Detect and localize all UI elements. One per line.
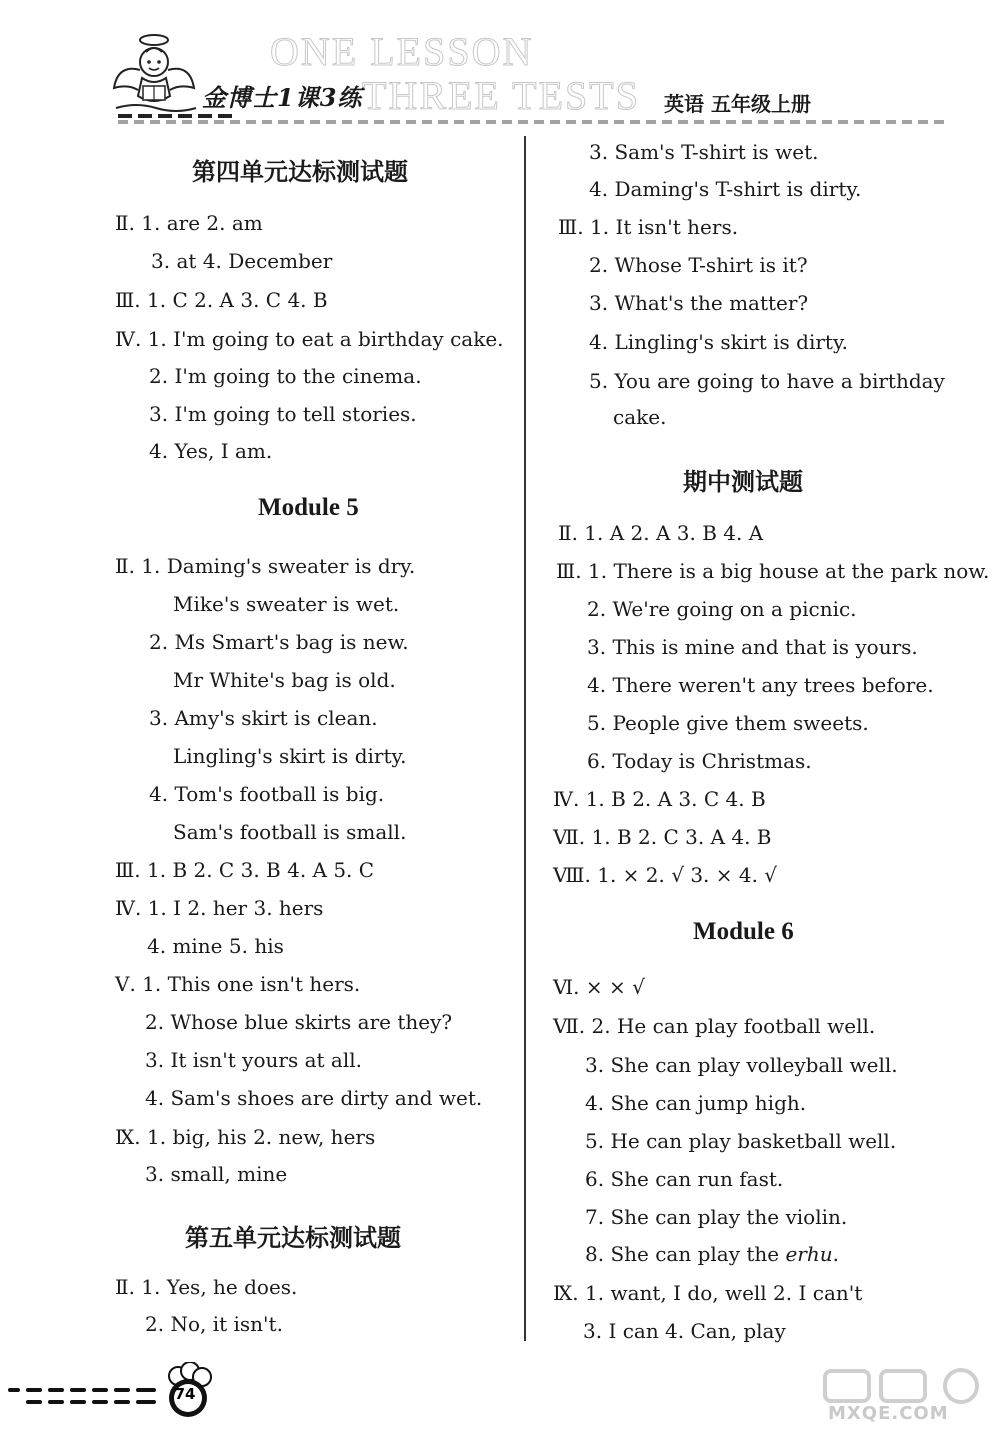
angel-mascot-icon bbox=[110, 30, 200, 115]
answer-line: 6. Today is Christmas. bbox=[587, 749, 812, 773]
answer-line: Ⅸ. 1. big, his 2. new, hers bbox=[115, 1125, 376, 1149]
answer-line: Ⅳ. 1. B 2. A 3. C 4. B bbox=[553, 787, 766, 811]
watermark-text: MXQE.COM bbox=[828, 1403, 949, 1424]
answer-line: 6. She can run fast. bbox=[585, 1167, 784, 1191]
column-divider bbox=[524, 136, 526, 1341]
answer-line: 4. Lingling's skirt is dirty. bbox=[589, 330, 848, 354]
answer-line: Ⅲ. 1. C 2. A 3. C 4. B bbox=[115, 288, 328, 312]
brand-title: 金博士1课3练 bbox=[202, 83, 363, 112]
answer-line: 3. It isn't yours at all. bbox=[145, 1048, 362, 1072]
answer-line: Ⅱ. 1. Daming's sweater is dry. bbox=[115, 554, 416, 578]
answer-line: Ⅵ. × × √ bbox=[553, 975, 645, 999]
answer-line: Ⅲ. 1. There is a big house at the park now. bbox=[556, 559, 990, 583]
answer-line: 3. Amy's skirt is clean. bbox=[149, 706, 378, 730]
answer-line: Ⅲ. 1. It isn't hers. bbox=[558, 215, 739, 239]
answer-line: Lingling's skirt is dirty. bbox=[173, 744, 407, 768]
answer-line: Ⅶ. 2. He can play football well. bbox=[553, 1014, 876, 1038]
answer-line: 2. I'm going to the cinema. bbox=[149, 364, 422, 388]
answer-line: 3. small, mine bbox=[145, 1162, 288, 1186]
answer-line: cake. bbox=[613, 405, 667, 429]
answer-line: 3. Sam's T-shirt is wet. bbox=[589, 140, 819, 164]
answer-line: 2. Ms Smart's bag is new. bbox=[149, 630, 409, 654]
answer-line: Ⅳ. 1. I'm going to eat a birthday cake. bbox=[115, 327, 504, 351]
answer-line: 3. I'm going to tell stories. bbox=[149, 402, 417, 426]
answer-line: 2. We're going on a picnic. bbox=[587, 597, 857, 621]
section-heading: 第五单元达标测试题 bbox=[185, 1224, 401, 1252]
answer-line: Ⅱ. 1. are 2. am bbox=[115, 211, 263, 235]
answer-line: 2. No, it isn't. bbox=[145, 1312, 283, 1336]
module-heading: Module 5 bbox=[258, 494, 359, 521]
footer-dash-decoration bbox=[8, 1382, 158, 1412]
answer-line: Ⅲ. 1. B 2. C 3. B 4. A 5. C bbox=[115, 858, 375, 882]
answer-line: Ⅱ. 1. A 2. A 3. B 4. A bbox=[558, 521, 764, 545]
brand-background-text: ONE LESSON THREE TESTS bbox=[270, 29, 640, 118]
answer-line: 7. She can play the violin. bbox=[585, 1205, 848, 1229]
answer-line: 4. Daming's T-shirt is dirty. bbox=[589, 177, 862, 201]
answer-line: 2. Whose T-shirt is it? bbox=[589, 253, 808, 277]
answer-line: Mr White's bag is old. bbox=[173, 668, 396, 692]
answer-line: 3. What's the matter? bbox=[589, 291, 809, 315]
section-heading: 第四单元达标测试题 bbox=[192, 158, 408, 186]
answer-line: Ⅳ. 1. I 2. her 3. hers bbox=[115, 896, 324, 920]
answer-line: Ⅶ. 1. B 2. C 3. A 4. B bbox=[553, 825, 772, 849]
answer-line: 4. Tom's football is big. bbox=[149, 782, 385, 806]
page-number: 74 bbox=[174, 1385, 196, 1403]
page-header bbox=[0, 0, 1000, 135]
answer-line: 2. Whose blue skirts are they? bbox=[145, 1010, 453, 1034]
header-dotted-rule bbox=[118, 120, 948, 124]
answer-line: Ⅸ. 1. want, I do, well 2. I can't bbox=[553, 1281, 863, 1305]
answer-line: 4. mine 5. his bbox=[147, 934, 284, 958]
module-heading: Module 6 bbox=[693, 918, 794, 945]
answer-line: 8. She can play the erhu. bbox=[585, 1242, 839, 1266]
answer-line: 3. I can 4. Can, play bbox=[583, 1319, 786, 1343]
answer-line: 5. He can play basketball well. bbox=[585, 1129, 897, 1153]
answer-line: Sam's football is small. bbox=[173, 820, 407, 844]
answer-line: Ⅱ. 1. Yes, he does. bbox=[115, 1275, 298, 1299]
answer-line: 4. Yes, I am. bbox=[149, 439, 273, 463]
section-heading: 期中测试题 bbox=[683, 468, 803, 496]
answer-line: 5. People give them sweets. bbox=[587, 711, 869, 735]
subject-label: 英语 五年级上册 bbox=[664, 92, 811, 116]
answer-line: 3. She can play volleyball well. bbox=[585, 1053, 898, 1077]
answer-line: Mike's sweater is wet. bbox=[173, 592, 400, 616]
answer-line: 4. She can jump high. bbox=[585, 1091, 807, 1115]
answer-line: 3. This is mine and that is yours. bbox=[587, 635, 918, 659]
header-dash-rule bbox=[118, 114, 238, 118]
answer-line: 4. There weren't any trees before. bbox=[587, 673, 934, 697]
answer-line: 4. Sam's shoes are dirty and wet. bbox=[145, 1086, 483, 1110]
answer-line: Ⅴ. 1. This one isn't hers. bbox=[115, 972, 361, 996]
answer-line: 5. You are going to have a birthday bbox=[589, 369, 945, 393]
answer-line: 3. at 4. December bbox=[151, 249, 333, 273]
answer-line: Ⅷ. 1. × 2. √ 3. × 4. √ bbox=[553, 863, 778, 887]
